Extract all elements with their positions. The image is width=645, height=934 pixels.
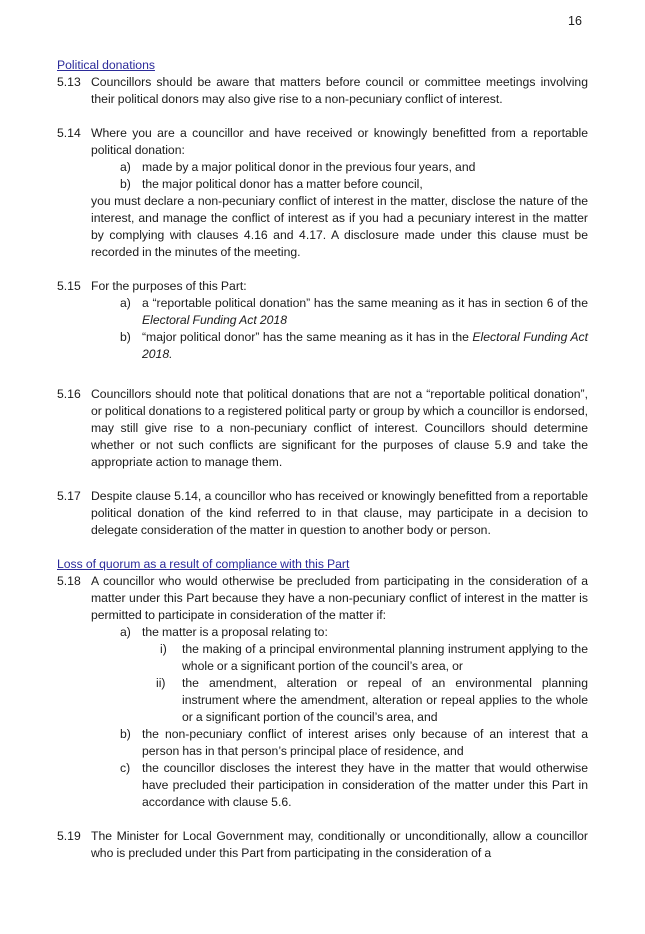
list-label: c) xyxy=(120,761,131,775)
list-text: the councillor discloses the interest they have in the matter that would otherwise have precluded their participation in consideration of the matter under this Part in accordance with clause 5.6. xyxy=(142,761,588,809)
list-text: a “reportable political donation” has the same meaning as it has in section 6 of the xyxy=(142,296,588,310)
list-item xyxy=(91,726,588,760)
clause-number: 5.14 xyxy=(57,126,81,140)
list-item xyxy=(91,159,588,176)
clause-intro: Where you are a councillor and have received or knowingly benefitted from a reportable political donation: xyxy=(91,126,588,157)
sublist-item xyxy=(142,641,588,675)
clause-5-14-outro xyxy=(57,193,588,261)
clause-number: 5.16 xyxy=(57,387,81,401)
list-text: the non-pecuniary conflict of interest arises only because of an interest that a person has in that person’s principal place of residence, and xyxy=(142,727,588,758)
clause-5-15 xyxy=(57,278,588,295)
clause-text: Despite clause 5.14, a councillor who has received or knowingly benefitted from a reportable political donation of the kind referred to in that clause, may participate in a decision to delegate consideration of the matter in question to another body or person. xyxy=(91,489,588,537)
list-item xyxy=(91,176,588,193)
list-text: the making of a principal environmental planning instrument applying to the whole or a significant portion of the council’s area, or xyxy=(182,642,588,673)
clause-number: 5.19 xyxy=(57,829,81,843)
list-label: b) xyxy=(120,177,131,191)
clause-intro: For the purposes of this Part: xyxy=(91,279,247,293)
clause-text: The Minister for Local Government may, conditionally or unconditionally, allow a councillor who is precluded under this Part from participating in the consideration of a xyxy=(91,829,588,860)
clause-text: you must declare a non-pecuniary conflict of interest in the matter, disclose the nature of the interest, and manage the conflict of interest as if you had a pecuniary interest in the matter by complying with clauses 4.16 and 4.17. A disclosure made under this clause must be recorded in the minutes of the meeting. xyxy=(91,194,588,259)
clause-5-19 xyxy=(57,828,588,862)
list-item xyxy=(91,760,588,811)
act-title: Electoral Funding Act 2018. xyxy=(142,330,588,361)
clause-5-14 xyxy=(57,125,588,159)
section-heading-loss-of-quorum: Loss of quorum as a result of compliance with this Part xyxy=(57,557,350,571)
list-label: b) xyxy=(120,330,131,344)
list-item xyxy=(91,624,588,641)
list-label: ii) xyxy=(156,676,166,690)
list-label: a) xyxy=(120,160,131,174)
clause-text: Councillors should note that political donations that are not a “reportable political donation”, or political donations to a registered political party or group by which a councillor is endorsed, may still give rise to a non-pecuniary conflict of interest. Councillors should determine whether or not such conflicts are significant for the purposes of clause 5.9 and take the appropriate action to manage them. xyxy=(91,387,588,469)
clause-5-18 xyxy=(57,573,588,624)
section-heading-political-donations: Political donations xyxy=(57,58,155,72)
clause-intro: A councillor who would otherwise be precluded from participating in the consideration of a matter under this Part because they have a non-pecuniary conflict of interest in the matter is permitted to participate in consideration of the matter if: xyxy=(91,574,588,622)
list-text: “major political donor” has the same meaning as it has in the xyxy=(142,330,473,344)
list-label: a) xyxy=(120,296,131,310)
clause-number: 5.13 xyxy=(57,75,81,89)
clause-5-17 xyxy=(57,488,588,539)
list-text: the matter is a proposal relating to: xyxy=(142,625,328,639)
clause-text: Councillors should be aware that matters before council or committee meetings involving their political donors may also give rise to a non-pecuniary conflict of interest. xyxy=(91,75,588,106)
list-text: made by a major political donor in the previous four years, and xyxy=(142,160,476,174)
page-content xyxy=(57,57,588,862)
list-label: i) xyxy=(160,642,167,656)
list-text: the major political donor has a matter before council, xyxy=(142,177,423,191)
list-label: b) xyxy=(120,727,131,741)
sublist-item xyxy=(142,675,588,726)
clause-number: 5.17 xyxy=(57,489,81,503)
act-title: Electoral Funding Act 2018 xyxy=(142,313,287,327)
page-number: 16 xyxy=(568,14,582,28)
clause-number: 5.15 xyxy=(57,279,81,293)
clause-5-13 xyxy=(57,74,588,108)
clause-5-16 xyxy=(57,386,588,471)
clause-number: 5.18 xyxy=(57,574,81,588)
list-text: the amendment, alteration or repeal of an environmental planning instrument where the amendment, alteration or repeal applies to the whole or a significant portion of the council’s area, and xyxy=(182,676,588,724)
list-item xyxy=(91,329,588,363)
list-item xyxy=(91,295,588,329)
list-label: a) xyxy=(120,625,131,639)
